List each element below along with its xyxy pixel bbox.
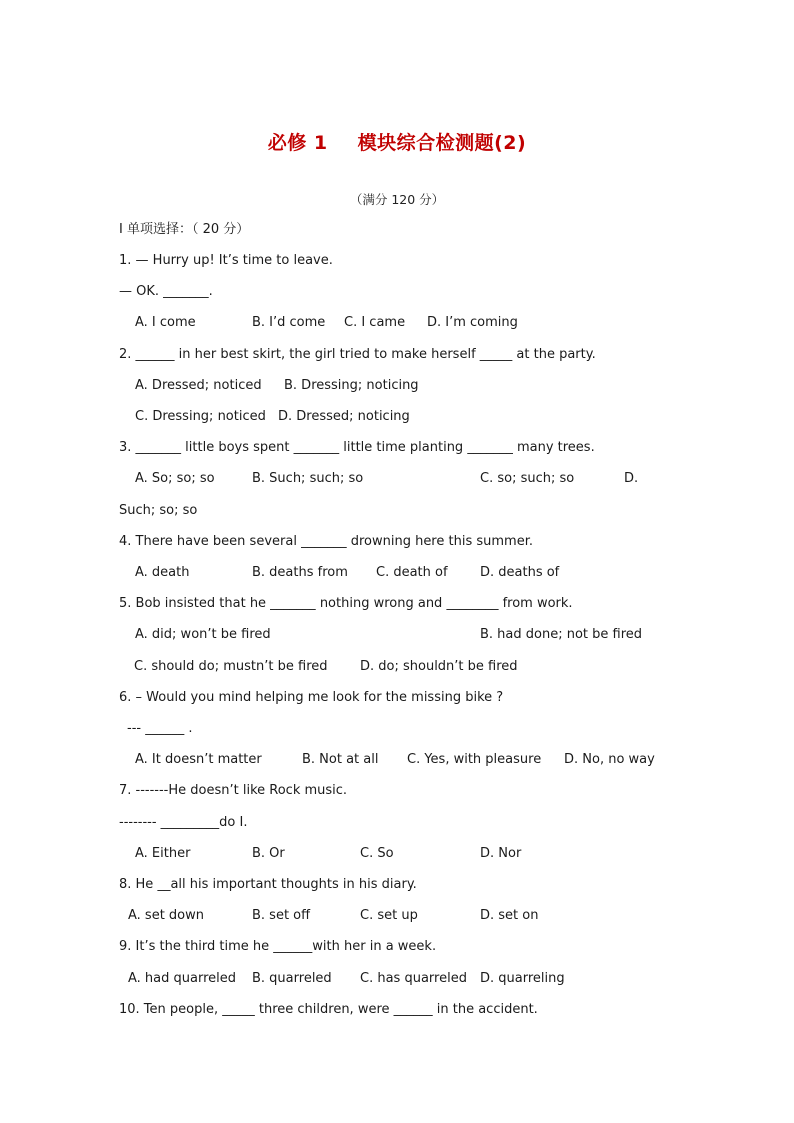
question-1-reply: — OK. _______. bbox=[119, 284, 213, 299]
option-b: B. had done; not be fired bbox=[480, 627, 643, 642]
section-heading: I 单项选择：（ 20 分） bbox=[119, 222, 250, 237]
option-b: B. I’d come bbox=[252, 315, 326, 330]
question-2-stem: 2. ______ in her best skirt, the girl tried to make herself _____ at the party. bbox=[119, 347, 596, 362]
question-3-stem: 3. _______ little boys spent _______ little time planting _______ many trees. bbox=[119, 440, 595, 455]
option-c: C. death of bbox=[376, 565, 448, 580]
option-b: B. Dressing; noticing bbox=[284, 378, 419, 393]
question-6-reply: --- ______ . bbox=[127, 721, 193, 736]
option-c: C. so; such; so bbox=[480, 471, 575, 486]
option-a: A. had quarreled bbox=[128, 971, 237, 986]
option-b: B. Or bbox=[252, 846, 285, 861]
question-8-stem: 8. He __all his important thoughts in his diary. bbox=[119, 877, 417, 892]
option-a: A. So; so; so bbox=[135, 471, 215, 486]
question-4-stem: 4. There have been several _______ drowning here this summer. bbox=[119, 534, 533, 549]
option-c: C. set up bbox=[360, 908, 418, 923]
option-c: C. has quarreled bbox=[360, 971, 467, 986]
question-6-stem: 6. – Would you mind helping me look for the missing bike ? bbox=[119, 690, 504, 705]
option-d: D. deaths of bbox=[480, 565, 560, 580]
option-b: B. set off bbox=[252, 908, 311, 923]
question-10-stem: 10. Ten people, _____ three children, were ______ in the accident. bbox=[119, 1002, 538, 1017]
option-c: C. should do; mustn’t be fired bbox=[134, 659, 328, 674]
question-3-option-d-text: Such; so; so bbox=[119, 503, 198, 518]
question-5-stem: 5. Bob insisted that he _______ nothing wrong and ________ from work. bbox=[119, 596, 573, 611]
option-d: D. do; shouldn’t be fired bbox=[360, 659, 518, 674]
option-a: A. death bbox=[135, 565, 190, 580]
option-c: C. Dressing; noticed bbox=[135, 409, 266, 424]
page-title bbox=[0, 128, 794, 155]
score-note: （满分 120 分） bbox=[349, 192, 445, 207]
option-a: A. Dressed; noticed bbox=[135, 378, 262, 393]
question-7-reply: -------- _________do I. bbox=[119, 815, 248, 830]
option-d: D. bbox=[624, 471, 639, 486]
option-b: B. quarreled bbox=[252, 971, 332, 986]
option-b: B. Not at all bbox=[302, 752, 379, 767]
option-a: A. did; won’t be fired bbox=[135, 627, 271, 642]
title-part1: 必修 1 bbox=[267, 132, 328, 154]
question-1-stem: 1. — Hurry up! It’s time to leave. bbox=[119, 253, 333, 268]
option-c: C. So bbox=[360, 846, 394, 861]
option-a: A. Either bbox=[135, 846, 191, 861]
option-d: D. quarreling bbox=[480, 971, 565, 986]
question-7-stem: 7. -------He doesn’t like Rock music. bbox=[119, 783, 348, 798]
option-a: A. It doesn’t matter bbox=[135, 752, 262, 767]
option-c: C. I came bbox=[344, 315, 406, 330]
option-d: D. Nor bbox=[480, 846, 522, 861]
title-part2: 模块综合检测题(2) bbox=[357, 132, 527, 154]
option-b: B. deaths from bbox=[252, 565, 348, 580]
option-d: D. Dressed; noticing bbox=[278, 409, 410, 424]
question-9-stem: 9. It’s the third time he ______with her in a week. bbox=[119, 939, 437, 954]
option-d: D. I’m coming bbox=[427, 315, 518, 330]
option-d: D. set on bbox=[480, 908, 539, 923]
option-a: A. set down bbox=[128, 908, 205, 923]
option-a: A. I come bbox=[135, 315, 196, 330]
option-c: C. Yes, with pleasure bbox=[407, 752, 542, 767]
option-d: D. No, no way bbox=[564, 752, 655, 767]
option-b: B. Such; such; so bbox=[252, 471, 364, 486]
